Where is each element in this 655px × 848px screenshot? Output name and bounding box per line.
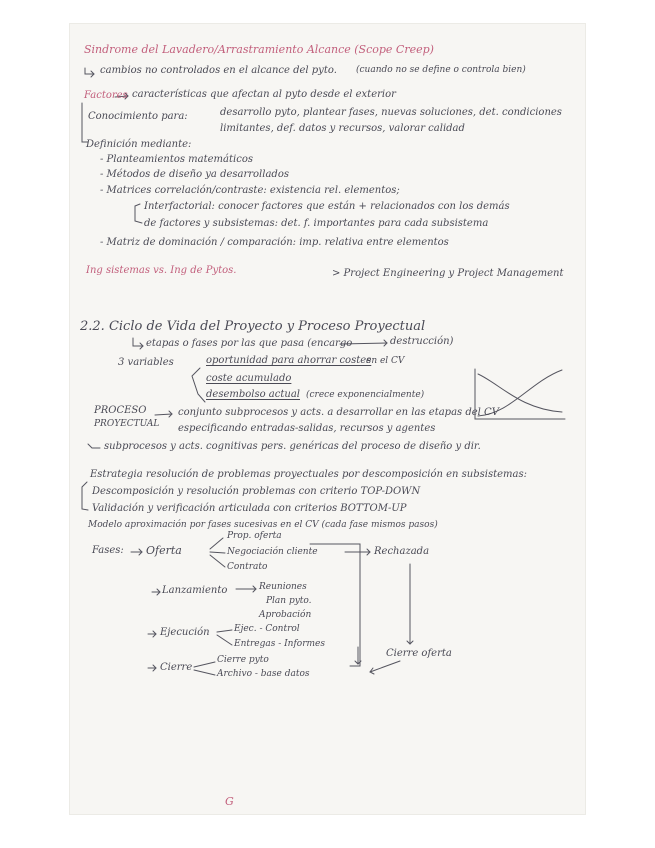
- fase-cierre: Cierre: [160, 662, 193, 673]
- label-proceso: PROCESO: [94, 405, 147, 416]
- text-line: cambios no controlados en el alcance del pyto.: [100, 65, 337, 76]
- section-title: 2.2. Ciclo de Vida del Proyecto y Proceso Proyectual: [80, 319, 426, 334]
- text-line: limitantes, def. datos y recursos, valorar calidad: [220, 123, 465, 134]
- text-line: Negociación cliente: [227, 547, 318, 557]
- text-line: Descomposición y resolución problemas con criterio TOP-DOWN: [92, 486, 421, 497]
- label-variables: 3 variables: [118, 357, 174, 368]
- text-line: especificando entradas-salidas, recursos y agentes: [178, 423, 436, 434]
- list-item: - Matriz de dominación / comparación: imp. relativa entre elementos: [100, 237, 449, 248]
- text-line: desembolso actual: [206, 389, 300, 400]
- heading-scope-creep: Sindrome del Lavadero/Arrastramiento Alcance (Scope Creep): [84, 43, 434, 56]
- text-line: Modelo aproximación por fases sucesivas en el CV (cada fase mismos pasos): [88, 520, 438, 530]
- list-item: - Planteamientos matemáticos: [100, 154, 253, 165]
- text-line: Definición mediante:: [86, 139, 192, 150]
- text-line: Interfactorial: conocer factores que están + relacionados con los demás: [144, 201, 510, 212]
- fase-oferta: Oferta: [146, 544, 182, 557]
- label-conocimiento: Conocimiento para:: [88, 111, 188, 122]
- notebook-page: [70, 24, 585, 814]
- text-line: Prop. oferta: [227, 531, 282, 541]
- text-line: Aprobación: [259, 610, 312, 620]
- text-note: (cuando no se define o controla bien): [356, 65, 526, 75]
- text-line: > Project Engineering y Project Management: [332, 268, 564, 279]
- text-note: (crece exponencialmente): [306, 390, 425, 400]
- list-item: - Métodos de diseño ya desarrollados: [100, 169, 289, 180]
- fase-ejecucion: Ejecución: [160, 627, 210, 638]
- text-line: Cierre oferta: [386, 648, 452, 659]
- label-factores: Factores: [84, 90, 128, 101]
- text-note: en el CV: [366, 356, 405, 366]
- text-line: coste acumulado: [206, 373, 292, 384]
- text-line: Contrato: [227, 562, 268, 572]
- list-item: - Matrices correlación/contraste: existencia rel. elementos;: [100, 185, 400, 196]
- text-line: subprocesos y acts. cognitivas pers. genéricas del proceso de diseño y dir.: [104, 441, 481, 452]
- text-line: Ejec. - Control: [234, 624, 300, 634]
- text-line: Validación y verificación articulada con criterios BOTTOM-UP: [92, 503, 407, 514]
- text-line: Reuniones: [259, 582, 307, 592]
- fase-lanzamiento: Lanzamiento: [162, 585, 228, 596]
- text-line: Plan pyto.: [266, 596, 312, 606]
- text-line: Cierre pyto: [217, 655, 269, 665]
- text-line: destrucción): [390, 336, 454, 347]
- text-line: desarrollo pyto, plantear fases, nuevas soluciones, det. condiciones: [220, 107, 562, 118]
- page-mark: G: [225, 795, 234, 808]
- text-line: Estrategia resolución de problemas proyectuales por descomposición en subsistemas:: [90, 469, 527, 480]
- text-line: Archivo - base datos: [217, 669, 310, 679]
- label-fases: Fases:: [92, 545, 124, 556]
- text-line: Ing sistemas vs. Ing de Pytos.: [86, 265, 237, 276]
- text-line: de factores y subsistemas: det. f. importantes para cada subsistema: [144, 218, 489, 229]
- text-line: conjunto subprocesos y acts. a desarrollar en las etapas del CV: [178, 407, 499, 418]
- text-line: oportunidad para ahorrar costes: [206, 355, 372, 366]
- text-line: etapas o fases por las que pasa (encargo: [146, 338, 353, 349]
- text-line: características que afectan al pyto desde el exterior: [132, 89, 396, 100]
- label-proyectual: PROYECTUAL: [94, 419, 160, 429]
- text-line: Entregas - Informes: [234, 639, 326, 649]
- text-line: Rechazada: [374, 546, 430, 557]
